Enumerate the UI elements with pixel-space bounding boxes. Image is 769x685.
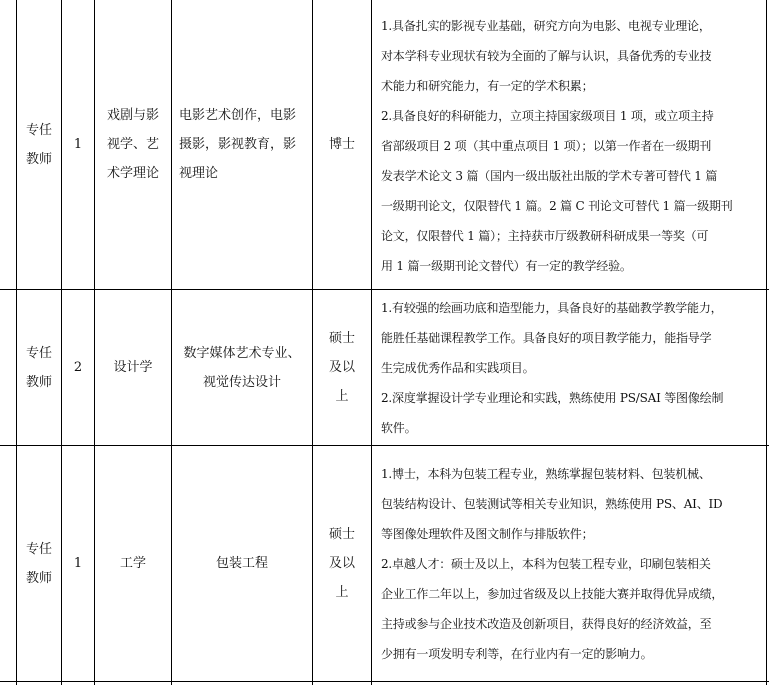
position-cell: 专任教师 [25, 122, 52, 167]
requirement-line: 包装结构设计、包装测试等相关专业知识，熟练使用 PS、AI、ID [381, 496, 723, 511]
discipline-cell-wrap [95, 0, 171, 289]
degree-cell-wrap [313, 446, 371, 681]
requirement-line: 1.具备扎实的影视专业基础，研究方向为电影、电视专业理论， [381, 18, 711, 33]
row-divider [0, 681, 769, 682]
requirement-line: 生完成优秀作品和实践项目。 [381, 360, 535, 375]
count-cell-wrap [62, 0, 94, 289]
requirement-line: 2.卓越人才：硕士及以上，本科为包装工程专业，印刷包装相关 [381, 556, 711, 571]
requirements-cell [381, 446, 766, 681]
requirement-line: 论文，仅限替代 1 篇）；主持获市厅级教研科研成果一等奖（可 [381, 228, 709, 243]
research-cell: 电影艺术创作，电影摄影，影视教育，影视理论 [179, 108, 297, 181]
requirement-line: 等图像处理软件及图文制作与排版软件； [381, 526, 594, 541]
requirement-line: 1.有较强的绘画功底和造型能力，具备良好的基础教学教学能力， [381, 300, 723, 315]
count-cell: 2 [73, 360, 83, 375]
requirement-line: 对本学科专业现状有较为全面的了解与认识，具备优秀的专业技 [381, 48, 712, 63]
requirement-line: 能胜任基础课程教学工作。具备良好的项目教学能力，能指导学 [381, 330, 712, 345]
research-cell: 包装工程 [215, 556, 268, 571]
degree-cell-wrap [313, 0, 371, 289]
requirement-line: 2.深度掌握设计学专业理论和实践，熟练使用 PS/SAI 等图像绘制 [381, 390, 724, 405]
degree-cell: 硕士及以上 [328, 527, 355, 600]
requirement-line: 用 1 篇一级期刊论文替代）有一定的教学经验。 [381, 258, 632, 273]
requirements-cell [381, 290, 766, 445]
requirement-line: 主持或参与企业技术改造及创新项目，获得良好的经济效益，至 [381, 616, 712, 631]
column-divider [766, 0, 767, 685]
degree-cell: 硕士及以上 [328, 331, 355, 404]
research-cell-wrap [172, 0, 312, 289]
requirement-line: 2.具备良好的科研能力，立项主持国家级项目 1 项，或立项主持 [381, 108, 714, 123]
requirement-line: 一级期刊论文，仅限替代 1 篇。2 篇 C 刊论文可替代 1 篇一级期刊 [381, 198, 733, 213]
table-row [17, 290, 61, 445]
discipline-cell: 工学 [119, 556, 146, 571]
research-cell: 数字媒体艺术专业、视觉传达设计 [183, 345, 301, 390]
research-cell-wrap [172, 446, 312, 681]
table-row [17, 0, 61, 289]
count-cell-wrap [62, 290, 94, 445]
research-cell-wrap [172, 290, 312, 445]
position-cell: 专任教师 [25, 345, 52, 390]
discipline-cell: 戏剧与影视学、艺术学理论 [106, 108, 159, 181]
requirement-line: 软件。 [381, 420, 417, 435]
column-divider [371, 0, 372, 685]
position-cell: 专任教师 [25, 541, 52, 586]
requirements-cell [381, 4, 766, 287]
discipline-cell: 设计学 [113, 360, 153, 375]
count-cell: 1 [73, 137, 83, 152]
count-cell: 1 [73, 556, 83, 571]
degree-cell-wrap [313, 290, 371, 445]
requirement-line: 企业工作二年以上，参加过省级及以上技能大赛并取得优异成绩， [381, 586, 724, 601]
requirement-line: 发表学术论文 3 篇（国内一级出版社出版的学术专著可替代 1 篇 [381, 168, 718, 183]
requirement-line: 1.博士，本科为包装工程专业，熟练掌握包装材料、包装机械、 [381, 466, 711, 481]
discipline-cell-wrap [95, 290, 171, 445]
requirement-line: 少拥有一项发明专利等，在行业内有一定的影响力。 [381, 646, 653, 661]
requirement-line: 省部级项目 2 项（其中重点项目 1 项）；以第一作者在一级期刊 [381, 138, 712, 153]
table-row [17, 446, 61, 681]
count-cell-wrap [62, 446, 94, 681]
discipline-cell-wrap [95, 446, 171, 681]
requirement-line: 术能力和研究能力，有一定的学术积累； [381, 78, 594, 93]
degree-cell: 博士 [328, 137, 355, 152]
